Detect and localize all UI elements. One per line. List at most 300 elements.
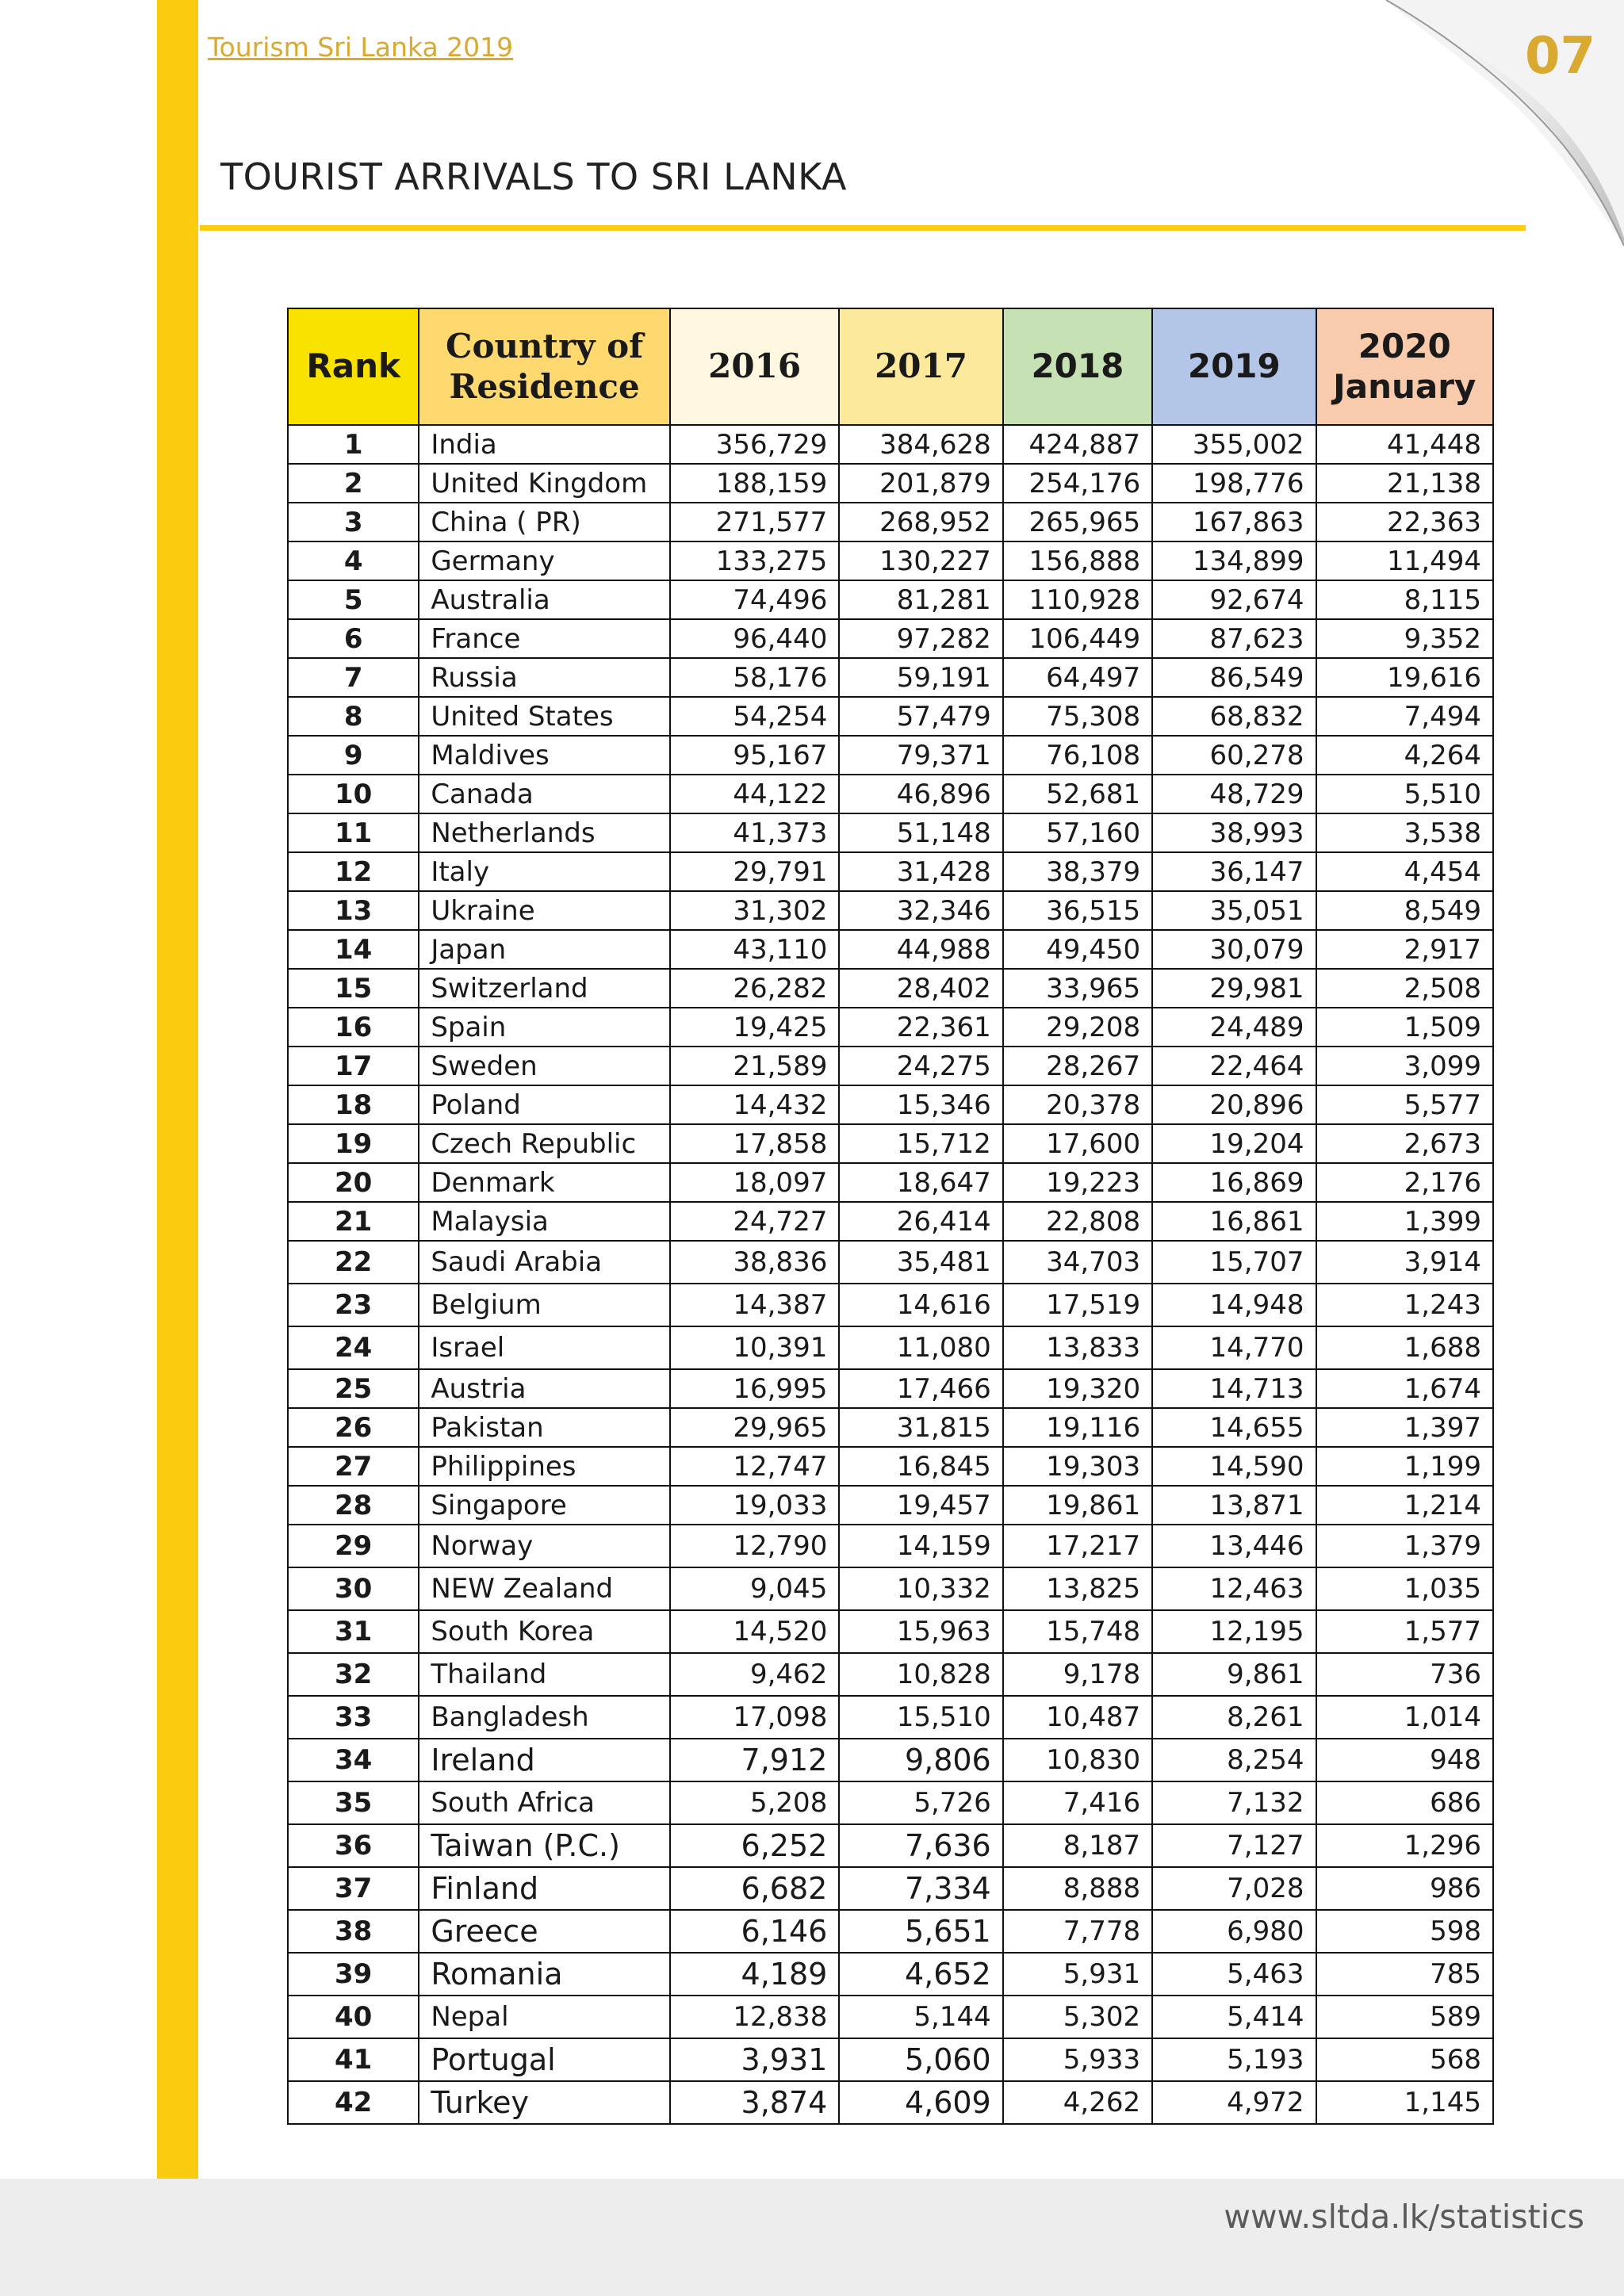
value-2018-cell: 9,178 [1003, 1653, 1152, 1696]
value-2016-cell: 41,373 [670, 813, 839, 852]
value-2018-cell: 13,833 [1003, 1326, 1152, 1369]
country-cell: Netherlands [419, 813, 670, 852]
value-2019-cell: 134,899 [1152, 541, 1316, 580]
table-row [288, 464, 1493, 503]
value-2020-january-cell: 19,616 [1316, 658, 1494, 697]
rank-cell: 34 [288, 1739, 419, 1781]
value-2017-cell: 81,281 [839, 580, 1002, 619]
value-2020-january-cell: 21,138 [1316, 464, 1494, 503]
value-2020-january-cell: 1,688 [1316, 1326, 1494, 1369]
country-cell: India [419, 425, 670, 464]
value-2018-cell: 5,933 [1003, 2038, 1152, 2081]
country-cell: Philippines [419, 1447, 670, 1486]
table-row [288, 580, 1493, 619]
table-row [288, 1085, 1493, 1124]
value-2016-cell: 9,462 [670, 1653, 839, 1696]
table-row [288, 1008, 1493, 1047]
country-cell: Norway [419, 1525, 670, 1567]
rank-cell: 17 [288, 1047, 419, 1085]
value-2020-january-cell: 1,243 [1316, 1284, 1494, 1326]
value-2016-cell: 12,790 [670, 1525, 839, 1567]
value-2017-cell: 28,402 [839, 969, 1002, 1008]
value-2018-cell: 5,931 [1003, 1953, 1152, 1996]
value-2020-january-cell: 1,674 [1316, 1369, 1494, 1408]
table-row [288, 1284, 1493, 1326]
column-header-2018: 2018 [1003, 308, 1152, 425]
value-2018-cell: 106,449 [1003, 619, 1152, 658]
page-title: TOURIST ARRIVALS TO SRI LANKA [220, 155, 847, 198]
value-2018-cell: 29,208 [1003, 1008, 1152, 1047]
value-2016-cell: 10,391 [670, 1326, 839, 1369]
rank-cell: 10 [288, 775, 419, 813]
value-2020-january-cell: 4,264 [1316, 736, 1494, 775]
value-2018-cell: 5,302 [1003, 1996, 1152, 2038]
value-2018-cell: 19,861 [1003, 1486, 1152, 1525]
rank-cell: 36 [288, 1824, 419, 1867]
value-2018-cell: 28,267 [1003, 1047, 1152, 1085]
table-row [288, 1739, 1493, 1781]
table-row [288, 1910, 1493, 1953]
value-2018-cell: 38,379 [1003, 852, 1152, 891]
value-2018-cell: 13,825 [1003, 1567, 1152, 1610]
value-2017-cell: 18,647 [839, 1163, 1002, 1202]
value-2017-cell: 11,080 [839, 1326, 1002, 1369]
value-2018-cell: 17,519 [1003, 1284, 1152, 1326]
value-2018-cell: 19,320 [1003, 1369, 1152, 1408]
footer-url: www.sltda.lk/statistics [1224, 2198, 1584, 2236]
value-2017-cell: 5,144 [839, 1996, 1002, 2038]
value-2019-cell: 22,464 [1152, 1047, 1316, 1085]
rank-cell: 1 [288, 425, 419, 464]
value-2016-cell: 133,275 [670, 541, 839, 580]
table-row [288, 813, 1493, 852]
value-2019-cell: 16,861 [1152, 1202, 1316, 1241]
table-row [288, 775, 1493, 813]
value-2019-cell: 14,948 [1152, 1284, 1316, 1326]
value-2017-cell: 46,896 [839, 775, 1002, 813]
column-header-rank: Rank [288, 308, 419, 425]
rank-cell: 25 [288, 1369, 419, 1408]
value-2017-cell: 15,963 [839, 1610, 1002, 1653]
table-row [288, 1781, 1493, 1824]
column-header-2017: 2017 [839, 308, 1002, 425]
rank-cell: 15 [288, 969, 419, 1008]
value-2020-january-cell: 1,379 [1316, 1525, 1494, 1567]
value-2016-cell: 38,836 [670, 1241, 839, 1284]
country-cell: Israel [419, 1326, 670, 1369]
value-2020-january-cell: 41,448 [1316, 425, 1494, 464]
table-row [288, 1047, 1493, 1085]
value-2020-january-cell: 8,549 [1316, 891, 1494, 930]
value-2016-cell: 14,520 [670, 1610, 839, 1653]
rank-cell: 35 [288, 1781, 419, 1824]
value-2016-cell: 96,440 [670, 619, 839, 658]
publication-link[interactable]: Tourism Sri Lanka 2019 [208, 32, 514, 63]
arrivals-table [287, 308, 1494, 2125]
value-2019-cell: 8,261 [1152, 1696, 1316, 1739]
value-2019-cell: 29,981 [1152, 969, 1316, 1008]
country-cell: Ireland [419, 1739, 670, 1781]
value-2017-cell: 4,609 [839, 2081, 1002, 2124]
value-2017-cell: 10,828 [839, 1653, 1002, 1696]
country-cell: United Kingdom [419, 464, 670, 503]
value-2016-cell: 19,425 [670, 1008, 839, 1047]
value-2020-january-cell: 1,014 [1316, 1696, 1494, 1739]
value-2019-cell: 14,713 [1152, 1369, 1316, 1408]
value-2019-cell: 86,549 [1152, 658, 1316, 697]
value-2016-cell: 271,577 [670, 503, 839, 541]
country-cell: Spain [419, 1008, 670, 1047]
title-divider [200, 225, 1526, 231]
value-2018-cell: 15,748 [1003, 1610, 1152, 1653]
table-row [288, 2081, 1493, 2124]
value-2017-cell: 31,428 [839, 852, 1002, 891]
value-2019-cell: 7,127 [1152, 1824, 1316, 1867]
value-2017-cell: 384,628 [839, 425, 1002, 464]
rank-cell: 37 [288, 1867, 419, 1910]
value-2018-cell: 10,487 [1003, 1696, 1152, 1739]
value-2017-cell: 15,712 [839, 1124, 1002, 1163]
value-2019-cell: 36,147 [1152, 852, 1316, 891]
rank-cell: 3 [288, 503, 419, 541]
value-2017-cell: 4,652 [839, 1953, 1002, 1996]
country-cell: Pakistan [419, 1408, 670, 1447]
value-2016-cell: 31,302 [670, 891, 839, 930]
country-cell: Belgium [419, 1284, 670, 1326]
value-2016-cell: 29,965 [670, 1408, 839, 1447]
table-row [288, 541, 1493, 580]
country-cell: Ukraine [419, 891, 670, 930]
value-2017-cell: 14,159 [839, 1525, 1002, 1567]
value-2019-cell: 87,623 [1152, 619, 1316, 658]
value-2017-cell: 31,815 [839, 1408, 1002, 1447]
country-cell: Singapore [419, 1486, 670, 1525]
value-2019-cell: 19,204 [1152, 1124, 1316, 1163]
value-2020-january-cell: 1,399 [1316, 1202, 1494, 1241]
table-row [288, 969, 1493, 1008]
value-2017-cell: 7,636 [839, 1824, 1002, 1867]
rank-cell: 7 [288, 658, 419, 697]
value-2019-cell: 15,707 [1152, 1241, 1316, 1284]
value-2017-cell: 201,879 [839, 464, 1002, 503]
value-2020-january-cell: 1,214 [1316, 1486, 1494, 1525]
value-2016-cell: 24,727 [670, 1202, 839, 1241]
table-row [288, 1653, 1493, 1696]
value-2016-cell: 14,432 [670, 1085, 839, 1124]
value-2018-cell: 19,223 [1003, 1163, 1152, 1202]
value-2020-january-cell: 7,494 [1316, 697, 1494, 736]
value-2019-cell: 5,193 [1152, 2038, 1316, 2081]
value-2017-cell: 17,466 [839, 1369, 1002, 1408]
value-2020-january-cell: 568 [1316, 2038, 1494, 2081]
value-2020-january-cell: 598 [1316, 1910, 1494, 1953]
value-2018-cell: 265,965 [1003, 503, 1152, 541]
country-cell: Nepal [419, 1996, 670, 2038]
value-2016-cell: 19,033 [670, 1486, 839, 1525]
table-row [288, 1124, 1493, 1163]
value-2017-cell: 79,371 [839, 736, 1002, 775]
country-cell: Czech Republic [419, 1124, 670, 1163]
value-2016-cell: 356,729 [670, 425, 839, 464]
rank-cell: 2 [288, 464, 419, 503]
rank-cell: 16 [288, 1008, 419, 1047]
country-cell: Finland [419, 1867, 670, 1910]
country-cell: South Africa [419, 1781, 670, 1824]
table-row [288, 1953, 1493, 1996]
rank-cell: 40 [288, 1996, 419, 2038]
value-2016-cell: 7,912 [670, 1739, 839, 1781]
value-2016-cell: 12,747 [670, 1447, 839, 1486]
rank-cell: 22 [288, 1241, 419, 1284]
value-2016-cell: 29,791 [670, 852, 839, 891]
value-2020-january-cell: 5,577 [1316, 1085, 1494, 1124]
rank-cell: 26 [288, 1408, 419, 1447]
value-2018-cell: 64,497 [1003, 658, 1152, 697]
value-2017-cell: 16,845 [839, 1447, 1002, 1486]
value-2019-cell: 16,869 [1152, 1163, 1316, 1202]
rank-cell: 21 [288, 1202, 419, 1241]
value-2018-cell: 36,515 [1003, 891, 1152, 930]
value-2018-cell: 156,888 [1003, 541, 1152, 580]
value-2018-cell: 52,681 [1003, 775, 1152, 813]
value-2017-cell: 22,361 [839, 1008, 1002, 1047]
column-header-country: Country of Residence [419, 308, 670, 425]
table-row [288, 930, 1493, 969]
value-2020-january-cell: 1,296 [1316, 1824, 1494, 1867]
table-row [288, 1996, 1493, 2038]
value-2019-cell: 24,489 [1152, 1008, 1316, 1047]
value-2017-cell: 5,726 [839, 1781, 1002, 1824]
rank-cell: 23 [288, 1284, 419, 1326]
value-2019-cell: 7,028 [1152, 1867, 1316, 1910]
value-2019-cell: 7,132 [1152, 1781, 1316, 1824]
table-row [288, 1241, 1493, 1284]
value-2019-cell: 60,278 [1152, 736, 1316, 775]
table-row [288, 1447, 1493, 1486]
value-2017-cell: 130,227 [839, 541, 1002, 580]
rank-cell: 30 [288, 1567, 419, 1610]
value-2020-january-cell: 1,509 [1316, 1008, 1494, 1047]
value-2019-cell: 20,896 [1152, 1085, 1316, 1124]
country-cell: Portugal [419, 2038, 670, 2081]
rank-cell: 5 [288, 580, 419, 619]
table-row [288, 1525, 1493, 1567]
value-2019-cell: 30,079 [1152, 930, 1316, 969]
value-2018-cell: 34,703 [1003, 1241, 1152, 1284]
table-row [288, 658, 1493, 697]
table-row [288, 736, 1493, 775]
table-row [288, 697, 1493, 736]
value-2020-january-cell: 11,494 [1316, 541, 1494, 580]
value-2019-cell: 14,655 [1152, 1408, 1316, 1447]
value-2019-cell: 198,776 [1152, 464, 1316, 503]
value-2017-cell: 10,332 [839, 1567, 1002, 1610]
table-row [288, 1867, 1493, 1910]
rank-cell: 11 [288, 813, 419, 852]
rank-cell: 12 [288, 852, 419, 891]
value-2017-cell: 7,334 [839, 1867, 1002, 1910]
value-2019-cell: 38,993 [1152, 813, 1316, 852]
table-row [288, 1486, 1493, 1525]
value-2018-cell: 17,217 [1003, 1525, 1152, 1567]
value-2017-cell: 97,282 [839, 619, 1002, 658]
country-cell: Italy [419, 852, 670, 891]
rank-cell: 28 [288, 1486, 419, 1525]
value-2018-cell: 49,450 [1003, 930, 1152, 969]
value-2016-cell: 3,874 [670, 2081, 839, 2124]
value-2017-cell: 15,346 [839, 1085, 1002, 1124]
value-2019-cell: 8,254 [1152, 1739, 1316, 1781]
value-2016-cell: 21,589 [670, 1047, 839, 1085]
value-2019-cell: 9,861 [1152, 1653, 1316, 1696]
rank-cell: 39 [288, 1953, 419, 1996]
rank-cell: 13 [288, 891, 419, 930]
value-2016-cell: 4,189 [670, 1953, 839, 1996]
value-2020-january-cell: 1,035 [1316, 1567, 1494, 1610]
value-2020-january-cell: 3,914 [1316, 1241, 1494, 1284]
value-2020-january-cell: 948 [1316, 1739, 1494, 1781]
value-2019-cell: 68,832 [1152, 697, 1316, 736]
value-2018-cell: 17,600 [1003, 1124, 1152, 1163]
value-2017-cell: 26,414 [839, 1202, 1002, 1241]
rank-cell: 29 [288, 1525, 419, 1567]
table-row [288, 1824, 1493, 1867]
value-2018-cell: 19,303 [1003, 1447, 1152, 1486]
value-2019-cell: 12,195 [1152, 1610, 1316, 1653]
value-2019-cell: 92,674 [1152, 580, 1316, 619]
rank-cell: 20 [288, 1163, 419, 1202]
table-body [288, 425, 1493, 2124]
value-2019-cell: 48,729 [1152, 775, 1316, 813]
value-2018-cell: 75,308 [1003, 697, 1152, 736]
country-cell: Austria [419, 1369, 670, 1408]
country-cell: Canada [419, 775, 670, 813]
left-accent-bar [157, 0, 198, 2296]
value-2020-january-cell: 2,176 [1316, 1163, 1494, 1202]
value-2016-cell: 58,176 [670, 658, 839, 697]
value-2017-cell: 59,191 [839, 658, 1002, 697]
table-row [288, 503, 1493, 541]
value-2018-cell: 8,888 [1003, 1867, 1152, 1910]
rank-cell: 14 [288, 930, 419, 969]
value-2017-cell: 35,481 [839, 1241, 1002, 1284]
country-cell: Russia [419, 658, 670, 697]
value-2016-cell: 95,167 [670, 736, 839, 775]
value-2020-january-cell: 736 [1316, 1653, 1494, 1696]
country-cell: Taiwan (P.C.) [419, 1824, 670, 1867]
rank-cell: 18 [288, 1085, 419, 1124]
table-row [288, 852, 1493, 891]
column-header-2020-january: 2020 January [1316, 308, 1494, 425]
value-2020-january-cell: 686 [1316, 1781, 1494, 1824]
value-2020-january-cell: 2,508 [1316, 969, 1494, 1008]
value-2018-cell: 4,262 [1003, 2081, 1152, 2124]
value-2016-cell: 188,159 [670, 464, 839, 503]
country-cell: South Korea [419, 1610, 670, 1653]
country-cell: Greece [419, 1910, 670, 1953]
value-2020-january-cell: 5,510 [1316, 775, 1494, 813]
value-2017-cell: 5,651 [839, 1910, 1002, 1953]
table-row [288, 1610, 1493, 1653]
value-2016-cell: 17,098 [670, 1696, 839, 1739]
value-2016-cell: 74,496 [670, 580, 839, 619]
value-2019-cell: 355,002 [1152, 425, 1316, 464]
value-2019-cell: 5,414 [1152, 1996, 1316, 2038]
value-2016-cell: 17,858 [670, 1124, 839, 1163]
country-cell: Sweden [419, 1047, 670, 1085]
value-2019-cell: 6,980 [1152, 1910, 1316, 1953]
value-2018-cell: 110,928 [1003, 580, 1152, 619]
value-2020-january-cell: 2,917 [1316, 930, 1494, 969]
value-2016-cell: 18,097 [670, 1163, 839, 1202]
column-header-2016: 2016 [670, 308, 839, 425]
country-cell: Thailand [419, 1653, 670, 1696]
country-cell: NEW Zealand [419, 1567, 670, 1610]
table-row [288, 1163, 1493, 1202]
value-2018-cell: 20,378 [1003, 1085, 1152, 1124]
value-2019-cell: 14,770 [1152, 1326, 1316, 1369]
value-2018-cell: 8,187 [1003, 1824, 1152, 1867]
rank-cell: 4 [288, 541, 419, 580]
value-2018-cell: 424,887 [1003, 425, 1152, 464]
value-2020-january-cell: 22,363 [1316, 503, 1494, 541]
country-cell: Saudi Arabia [419, 1241, 670, 1284]
rank-cell: 31 [288, 1610, 419, 1653]
value-2018-cell: 22,808 [1003, 1202, 1152, 1241]
value-2018-cell: 57,160 [1003, 813, 1152, 852]
value-2016-cell: 16,995 [670, 1369, 839, 1408]
country-cell: Poland [419, 1085, 670, 1124]
country-cell: Japan [419, 930, 670, 969]
value-2016-cell: 26,282 [670, 969, 839, 1008]
country-cell: Turkey [419, 2081, 670, 2124]
value-2019-cell: 35,051 [1152, 891, 1316, 930]
table-row [288, 1202, 1493, 1241]
page-number: 07 [1524, 27, 1595, 86]
value-2016-cell: 9,045 [670, 1567, 839, 1610]
rank-cell: 27 [288, 1447, 419, 1486]
value-2016-cell: 12,838 [670, 1996, 839, 2038]
value-2016-cell: 43,110 [670, 930, 839, 969]
country-cell: Germany [419, 541, 670, 580]
value-2020-january-cell: 1,199 [1316, 1447, 1494, 1486]
value-2018-cell: 76,108 [1003, 736, 1152, 775]
table-header-row [288, 308, 1493, 425]
value-2017-cell: 19,457 [839, 1486, 1002, 1525]
value-2020-january-cell: 1,577 [1316, 1610, 1494, 1653]
value-2019-cell: 14,590 [1152, 1447, 1316, 1486]
value-2018-cell: 7,416 [1003, 1781, 1152, 1824]
value-2019-cell: 4,972 [1152, 2081, 1316, 2124]
country-cell: Maldives [419, 736, 670, 775]
rank-cell: 8 [288, 697, 419, 736]
rank-cell: 19 [288, 1124, 419, 1163]
value-2016-cell: 6,252 [670, 1824, 839, 1867]
value-2017-cell: 32,346 [839, 891, 1002, 930]
value-2018-cell: 254,176 [1003, 464, 1152, 503]
table-row [288, 1326, 1493, 1369]
value-2017-cell: 15,510 [839, 1696, 1002, 1739]
rank-cell: 33 [288, 1696, 419, 1739]
rank-cell: 6 [288, 619, 419, 658]
footer-band [0, 2179, 1624, 2296]
value-2020-january-cell: 4,454 [1316, 852, 1494, 891]
value-2020-january-cell: 1,397 [1316, 1408, 1494, 1447]
value-2018-cell: 10,830 [1003, 1739, 1152, 1781]
table-row [288, 891, 1493, 930]
value-2017-cell: 24,275 [839, 1047, 1002, 1085]
value-2016-cell: 6,146 [670, 1910, 839, 1953]
